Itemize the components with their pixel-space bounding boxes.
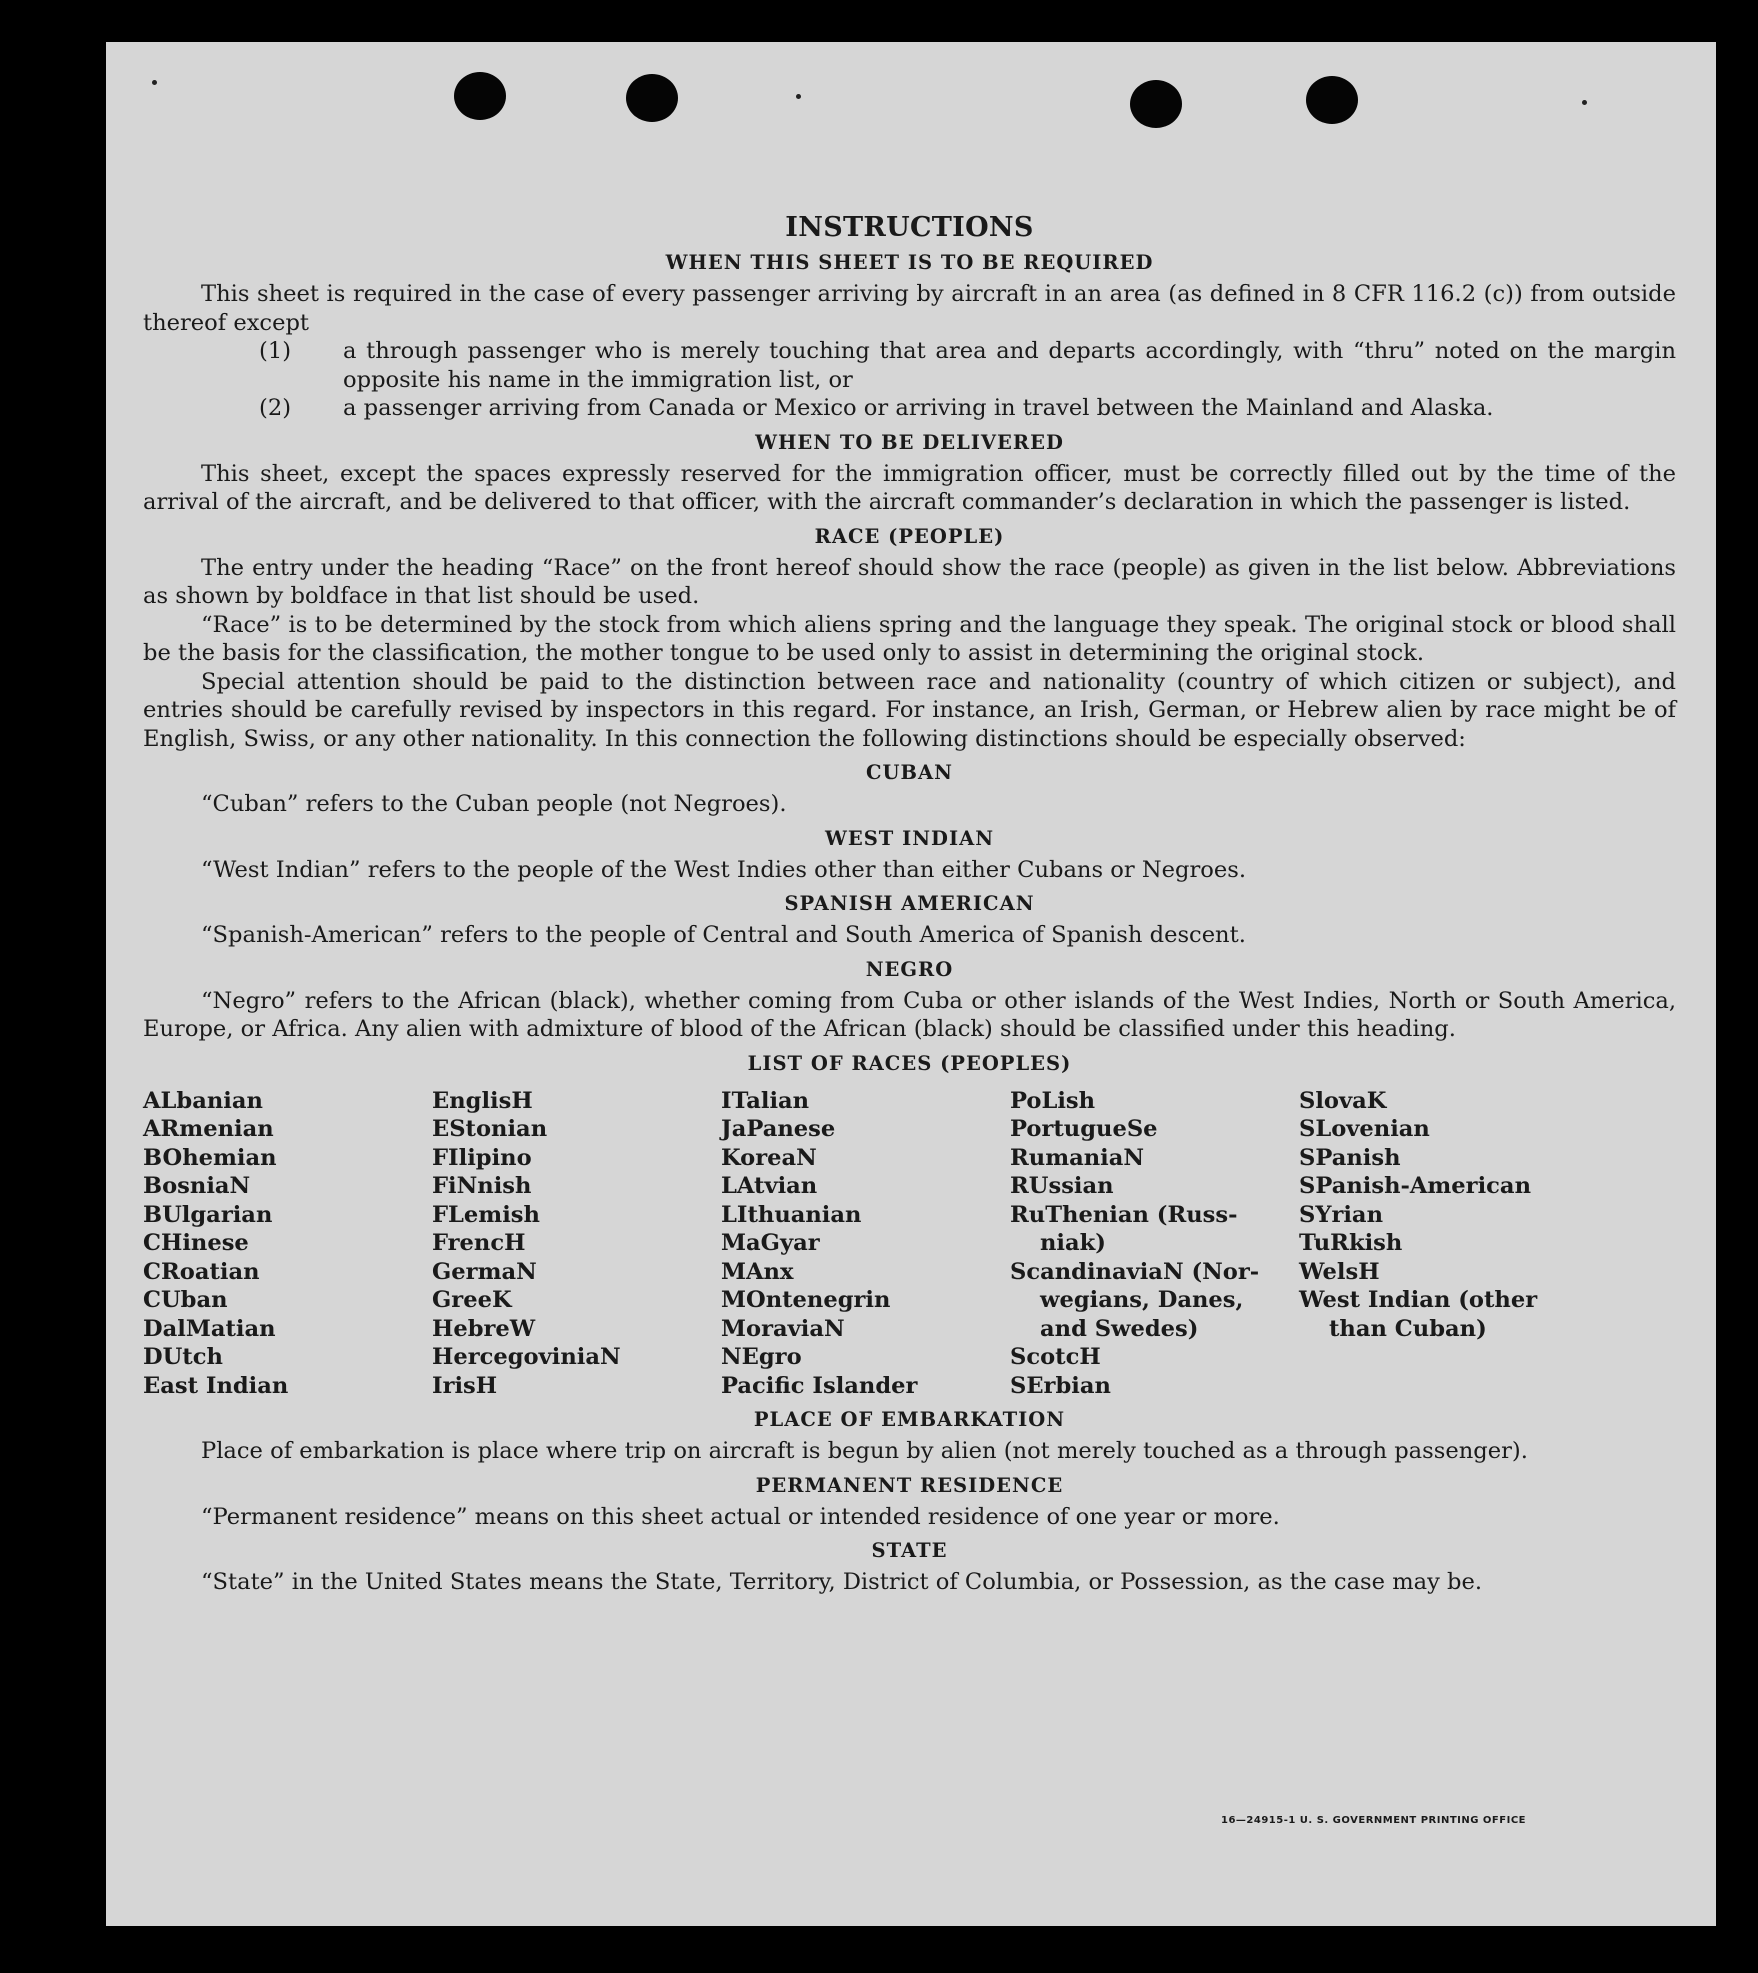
race-item: Pacific Islander xyxy=(721,1372,918,1399)
race-item: EnglisH xyxy=(432,1087,533,1114)
punch-hole xyxy=(1130,80,1182,128)
race-item: MOntenegrin xyxy=(721,1287,891,1313)
section-heading-race: RACE (PEOPLE) xyxy=(814,524,1005,548)
residence-text: “Permanent residence” means on this sheet actual or intended residence of one year or more. xyxy=(201,1503,1280,1530)
west-indian-text: “West Indian” refers to the people of the West Indies other than either Cubans or Negroes. xyxy=(201,856,1247,883)
race-item: than Cuban) xyxy=(1329,1315,1487,1342)
race-item: NEgro xyxy=(721,1344,802,1370)
race-column xyxy=(143,1087,432,1401)
race-paragraph-2: “Race” is to be determined by the stock from which aliens spring and the language they speak. The original stock or blood shall be the basis for the classification, the mother tongue to be used only to assist in determining the original stock. xyxy=(143,611,1676,666)
race-item: SYrian xyxy=(1299,1201,1383,1228)
speck xyxy=(1582,100,1587,105)
race-item: SPanish-American xyxy=(1299,1173,1531,1199)
race-item: SErbian xyxy=(1010,1372,1111,1399)
race-item: BUlgarian xyxy=(143,1201,273,1228)
race-item: RuThenian (Russ- xyxy=(1010,1201,1238,1228)
race-item: FIlipino xyxy=(432,1144,532,1171)
section-heading-west-indian: WEST INDIAN xyxy=(824,826,995,850)
race-paragraph-1: The entry under the heading “Race” on the front hereof should show the race (people) as given in the list below. Abbreviations as shown by boldface in that list should be used. xyxy=(143,554,1676,609)
race-column xyxy=(432,1087,721,1401)
race-item: FiNnish xyxy=(432,1173,532,1199)
embarkation-text: Place of embarkation is place where trip on aircraft is begun by alien (not merely touched as a through passenger). xyxy=(201,1438,1528,1464)
race-item: GreeK xyxy=(432,1287,512,1313)
race-item: LAtvian xyxy=(721,1173,818,1199)
race-column xyxy=(1299,1087,1588,1401)
page-title: INSTRUCTIONS xyxy=(785,212,1034,243)
race-item: RumaniaN xyxy=(1010,1144,1145,1171)
punch-hole xyxy=(454,72,506,120)
race-column xyxy=(1010,1087,1299,1401)
section-heading-state: STATE xyxy=(871,1539,948,1562)
race-paragraph-3: Special attention should be paid to the distinction between race and nationality (country of which citizen or subject), and entries should be carefully revised by inspectors in this regard. For instance, an Irish, German, or Hebrew alien by race might be of English, Swiss, or any other nationality. In this connection the following distinctions should be especially observed: xyxy=(143,668,1676,752)
race-item: CRoatian xyxy=(143,1258,260,1285)
section-heading-embarkation: PLACE OF EMBARKATION xyxy=(753,1408,1066,1431)
race-list xyxy=(143,1087,1676,1401)
race-item: PortugueSe xyxy=(1010,1116,1158,1142)
race-item: KoreaN xyxy=(721,1144,817,1171)
race-item: East Indian xyxy=(143,1372,289,1399)
exception-text: a passenger arriving from Canada or Mexico or arriving in travel between the Mainland and Alaska. xyxy=(343,395,1494,421)
race-item: JaPanese xyxy=(721,1116,836,1142)
document-page xyxy=(106,42,1716,1926)
exception-number: (1) xyxy=(259,338,292,364)
race-item: MAnx xyxy=(721,1258,794,1285)
section-heading-spanish-american: SPANISH AMERICAN xyxy=(784,892,1035,915)
race-item: SLovenian xyxy=(1299,1116,1430,1142)
race-item: HebreW xyxy=(432,1315,536,1342)
punch-hole xyxy=(626,74,678,122)
section-heading-cuban: CUBAN xyxy=(866,761,953,784)
exception-item xyxy=(259,394,1676,423)
race-item: GermaN xyxy=(432,1258,537,1285)
section-heading-negro: NEGRO xyxy=(865,957,954,981)
race-item: and Swedes) xyxy=(1040,1315,1199,1342)
race-item: ScotcH xyxy=(1010,1344,1101,1370)
race-item: niak) xyxy=(1040,1230,1106,1256)
race-item: SlovaK xyxy=(1299,1087,1387,1114)
race-item: MaGyar xyxy=(721,1230,820,1256)
section-heading-required: WHEN THIS SHEET IS TO BE REQUIRED xyxy=(665,251,1154,274)
spanish-american-text: “Spanish-American” refers to the people of Central and South America of Spanish descent. xyxy=(201,922,1246,948)
cuban-text: “Cuban” refers to the Cuban people (not Negroes). xyxy=(201,791,787,817)
race-item: SPanish xyxy=(1299,1144,1401,1171)
state-text: “State” in the United States means the State, Territory, District of Columbia, or Possession, as the case may be. xyxy=(201,1569,1483,1595)
race-item: EStonian xyxy=(432,1116,548,1142)
race-item: wegians, Danes, xyxy=(1040,1287,1244,1313)
race-item: TuRkish xyxy=(1299,1230,1403,1256)
race-item: CUban xyxy=(143,1287,228,1313)
race-item: DalMatian xyxy=(143,1315,276,1342)
race-item: BosniaN xyxy=(143,1173,251,1199)
section-heading-list: LIST OF RACES (PEOPLES) xyxy=(747,1051,1072,1075)
speck xyxy=(796,94,801,99)
race-item: FLemish xyxy=(432,1201,540,1228)
race-item: ARmenian xyxy=(143,1116,274,1142)
exception-text: a through passenger who is merely touching that area and departs accordingly, with “thru” noted on the margin opposite his name in the immigration list, or xyxy=(343,338,1676,393)
race-item: RUssian xyxy=(1010,1173,1114,1199)
race-item: PoLish xyxy=(1010,1087,1096,1114)
race-item: DUtch xyxy=(143,1344,223,1370)
race-item: LIthuanian xyxy=(721,1201,862,1228)
speck xyxy=(152,80,157,85)
section-heading-residence: PERMANENT RESIDENCE xyxy=(755,1473,1064,1497)
race-item: ITalian xyxy=(721,1087,810,1114)
delivered-text: This sheet, except the spaces expressly reserved for the immigration officer, must be correctly filled out by the time of the arrival of the aircraft, and be delivered to that officer, with the aircraft commander’s declaration in which the passenger is listed. xyxy=(143,460,1676,515)
race-item: West Indian (other xyxy=(1299,1287,1538,1313)
race-item: FrencH xyxy=(432,1230,526,1256)
required-intro: This sheet is required in the case of every passenger arriving by aircraft in an area (as defined in 8 CFR 116.2 (c)) from outside thereof except xyxy=(143,281,1676,336)
race-item: BOhemian xyxy=(143,1144,277,1171)
race-item: ScandinaviaN (Nor- xyxy=(1010,1258,1260,1285)
race-item: MoraviaN xyxy=(721,1315,845,1342)
race-item: IrisH xyxy=(432,1372,498,1399)
exception-number: (2) xyxy=(259,395,292,421)
section-heading-delivered: WHEN TO BE DELIVERED xyxy=(755,430,1064,454)
race-item: CHinese xyxy=(143,1230,249,1256)
race-item: HercegoviniaN xyxy=(432,1344,621,1370)
negro-text: “Negro” refers to the African (black), whether coming from Cuba or other islands of the West Indies, North or South America, Europe, or Africa. Any alien with admixture of blood of the African (black) should be classified under this heading. xyxy=(143,987,1676,1042)
race-item: WelsH xyxy=(1299,1258,1380,1285)
race-item: ALbanian xyxy=(143,1087,263,1114)
race-column xyxy=(721,1087,1010,1401)
exception-item xyxy=(259,337,1676,394)
printer-footer: 16—24915-1 U. S. GOVERNMENT PRINTING OFFICE xyxy=(1221,1815,1526,1826)
punch-hole xyxy=(1306,76,1358,124)
